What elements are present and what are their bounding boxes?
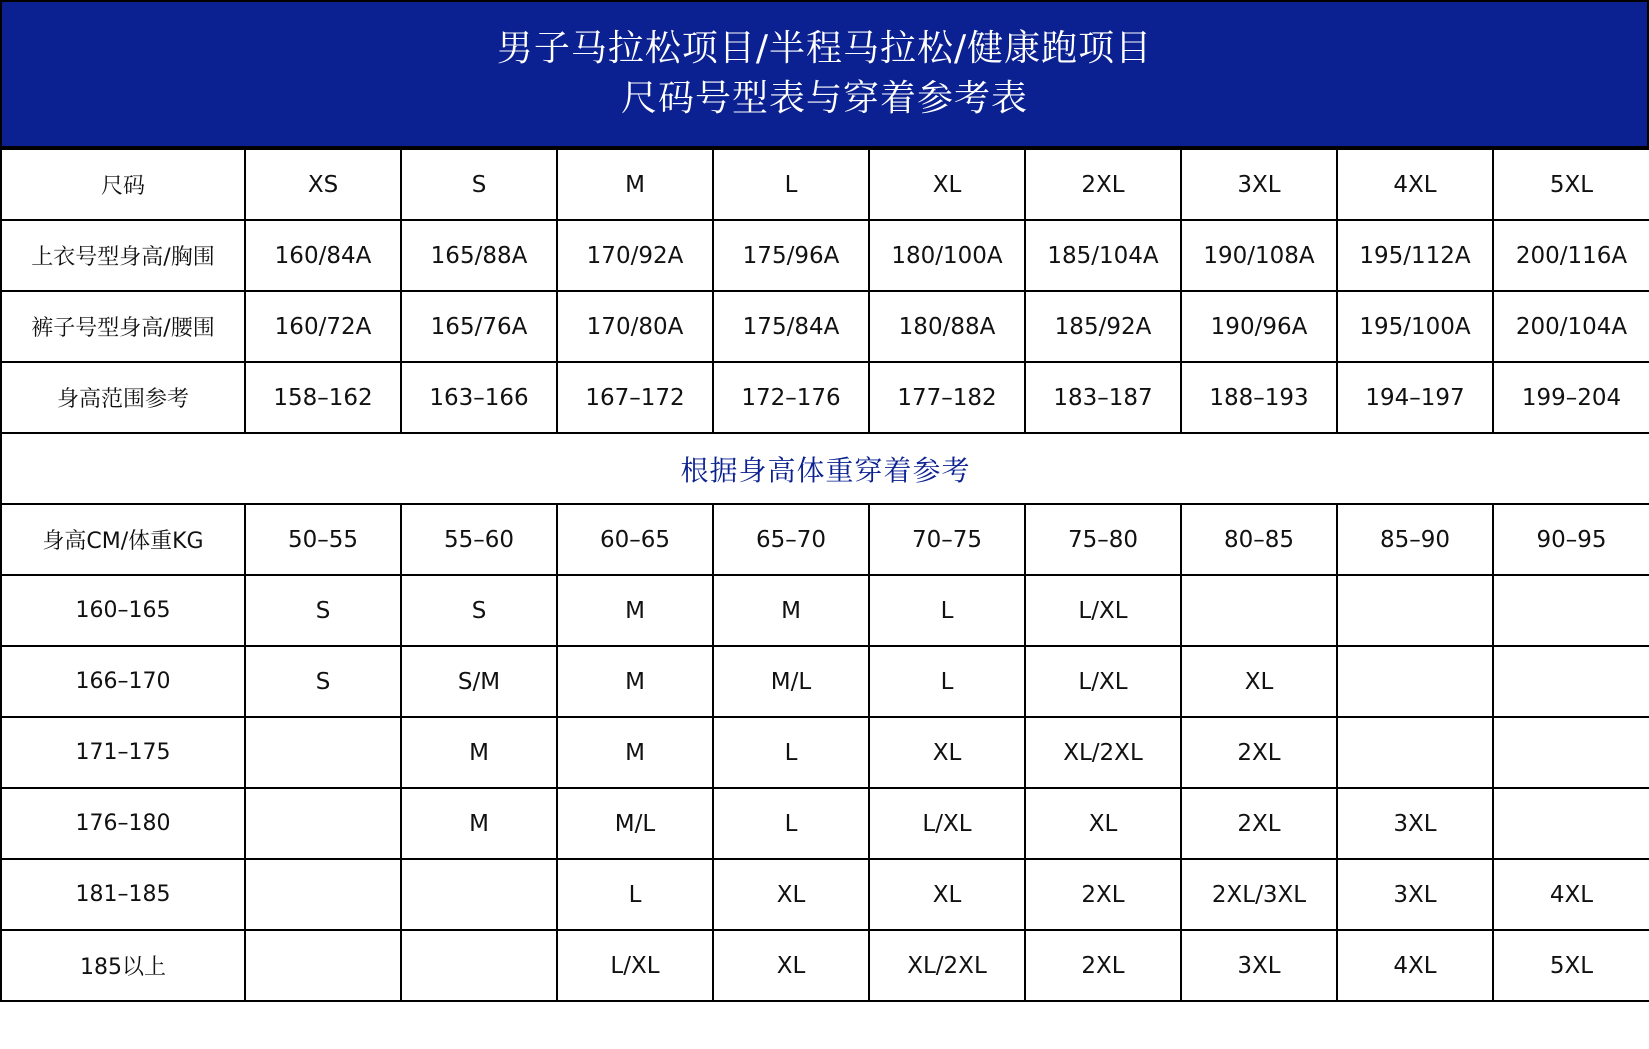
table-cell: 90–95 xyxy=(1493,504,1649,575)
row-label-cell: 181–185 xyxy=(1,859,245,930)
table-cell: M xyxy=(557,575,713,646)
table-cell: 3XL xyxy=(1337,788,1493,859)
table-cell: 165/76A xyxy=(401,291,557,362)
table-cell xyxy=(245,717,401,788)
table-cell xyxy=(1337,646,1493,717)
table-cell: 170/80A xyxy=(557,291,713,362)
table-cell: L xyxy=(869,575,1025,646)
table-cell: L xyxy=(713,788,869,859)
table-cell: 188–193 xyxy=(1181,362,1337,433)
table-cell: M/L xyxy=(713,646,869,717)
table-cell: 195/100A xyxy=(1337,291,1493,362)
size-table xyxy=(0,148,1649,1002)
table-cell: M xyxy=(557,646,713,717)
table-cell: 172–176 xyxy=(713,362,869,433)
table-row xyxy=(1,291,1649,362)
table-row xyxy=(1,859,1649,930)
table-cell: XL xyxy=(1025,788,1181,859)
table-cell: 200/116A xyxy=(1493,220,1649,291)
table-cell: 158–162 xyxy=(245,362,401,433)
table-cell: 160/72A xyxy=(245,291,401,362)
table-cell: 167–172 xyxy=(557,362,713,433)
table-cell xyxy=(1493,788,1649,859)
table-cell: XL/2XL xyxy=(1025,717,1181,788)
table-cell: 200/104A xyxy=(1493,291,1649,362)
table-cell: 4XL xyxy=(1493,859,1649,930)
table-cell xyxy=(401,859,557,930)
table-cell: S xyxy=(401,575,557,646)
table-cell: XL xyxy=(869,717,1025,788)
table-cell xyxy=(401,930,557,1001)
row-label-cell: 171–175 xyxy=(1,717,245,788)
chart-title-line-1: 男子马拉松项目/半程马拉松/健康跑项目 xyxy=(496,28,1153,69)
table-cell: 3XL xyxy=(1181,149,1337,220)
table-row xyxy=(1,575,1649,646)
table-cell: 190/96A xyxy=(1181,291,1337,362)
table-cell: L/XL xyxy=(869,788,1025,859)
table-cell: S xyxy=(245,646,401,717)
table-row xyxy=(1,788,1649,859)
size-table-body xyxy=(1,149,1649,1001)
row-label-cell: 166–170 xyxy=(1,646,245,717)
table-cell: XL xyxy=(713,859,869,930)
table-cell: M xyxy=(401,788,557,859)
table-cell: 55–60 xyxy=(401,504,557,575)
row-label-cell: 185以上 xyxy=(1,930,245,1001)
table-cell xyxy=(1337,717,1493,788)
table-cell: 3XL xyxy=(1181,930,1337,1001)
table-cell xyxy=(1493,717,1649,788)
table-cell: S xyxy=(401,149,557,220)
section-title-row xyxy=(1,433,1649,504)
table-cell: XS xyxy=(245,149,401,220)
chart-header xyxy=(0,0,1649,148)
table-cell: S xyxy=(245,575,401,646)
table-cell xyxy=(1181,575,1337,646)
table-cell: XL xyxy=(713,930,869,1001)
table-cell: 3XL xyxy=(1337,859,1493,930)
table-cell: 175/96A xyxy=(713,220,869,291)
table-cell: M xyxy=(401,717,557,788)
table-cell: M/L xyxy=(557,788,713,859)
fit-header-row xyxy=(1,504,1649,575)
table-cell: 199–204 xyxy=(1493,362,1649,433)
table-cell: 175/84A xyxy=(713,291,869,362)
table-cell: 5XL xyxy=(1493,149,1649,220)
table-cell: 75–80 xyxy=(1025,504,1181,575)
table-cell: 65–70 xyxy=(713,504,869,575)
table-cell: 2XL xyxy=(1181,788,1337,859)
table-cell: 80–85 xyxy=(1181,504,1337,575)
table-row xyxy=(1,717,1649,788)
table-cell: L xyxy=(713,717,869,788)
table-cell: 2XL xyxy=(1025,930,1181,1001)
table-cell: L/XL xyxy=(557,930,713,1001)
table-cell xyxy=(1493,646,1649,717)
table-cell: 195/112A xyxy=(1337,220,1493,291)
table-cell xyxy=(1493,575,1649,646)
table-row xyxy=(1,930,1649,1001)
table-cell: 60–65 xyxy=(557,504,713,575)
table-cell: 190/108A xyxy=(1181,220,1337,291)
table-cell: 5XL xyxy=(1493,930,1649,1001)
table-cell: L/XL xyxy=(1025,646,1181,717)
table-row xyxy=(1,362,1649,433)
row-label-cell: 身高范围参考 xyxy=(1,362,245,433)
table-cell: 2XL xyxy=(1181,717,1337,788)
size-header-row xyxy=(1,149,1649,220)
section-title: 根据身高体重穿着参考 xyxy=(1,433,1649,504)
table-cell: 180/100A xyxy=(869,220,1025,291)
table-cell xyxy=(245,930,401,1001)
table-row xyxy=(1,220,1649,291)
table-cell: L xyxy=(557,859,713,930)
table-cell: 2XL/3XL xyxy=(1181,859,1337,930)
row-label-cell: 尺码 xyxy=(1,149,245,220)
table-cell xyxy=(245,859,401,930)
table-cell: XL/2XL xyxy=(869,930,1025,1001)
table-cell: 70–75 xyxy=(869,504,1025,575)
table-cell: 177–182 xyxy=(869,362,1025,433)
table-cell: 160/84A xyxy=(245,220,401,291)
row-label-cell: 160–165 xyxy=(1,575,245,646)
table-cell: M xyxy=(557,717,713,788)
table-cell: 163–166 xyxy=(401,362,557,433)
table-cell: 170/92A xyxy=(557,220,713,291)
table-cell: 194–197 xyxy=(1337,362,1493,433)
row-label-cell: 裤子号型身高/腰围 xyxy=(1,291,245,362)
table-cell: L xyxy=(713,149,869,220)
table-cell: M xyxy=(557,149,713,220)
table-cell xyxy=(245,788,401,859)
table-cell: 50–55 xyxy=(245,504,401,575)
row-label-cell: 身高CM/体重KG xyxy=(1,504,245,575)
table-cell: 185/104A xyxy=(1025,220,1181,291)
table-cell: 4XL xyxy=(1337,149,1493,220)
table-cell: XL xyxy=(869,149,1025,220)
row-label-cell: 176–180 xyxy=(1,788,245,859)
table-cell: 180/88A xyxy=(869,291,1025,362)
table-cell: S/M xyxy=(401,646,557,717)
table-cell: M xyxy=(713,575,869,646)
table-cell: L xyxy=(869,646,1025,717)
table-cell: XL xyxy=(869,859,1025,930)
table-cell: 4XL xyxy=(1337,930,1493,1001)
row-label-cell: 上衣号型身高/胸围 xyxy=(1,220,245,291)
table-cell: 2XL xyxy=(1025,859,1181,930)
table-cell: 183–187 xyxy=(1025,362,1181,433)
chart-title-line-2: 尺码号型表与穿着参考表 xyxy=(620,78,1028,119)
table-cell: 165/88A xyxy=(401,220,557,291)
table-row xyxy=(1,646,1649,717)
table-cell xyxy=(1337,575,1493,646)
table-cell: L/XL xyxy=(1025,575,1181,646)
table-cell: 185/92A xyxy=(1025,291,1181,362)
table-cell: 85–90 xyxy=(1337,504,1493,575)
table-cell: 2XL xyxy=(1025,149,1181,220)
table-cell: XL xyxy=(1181,646,1337,717)
